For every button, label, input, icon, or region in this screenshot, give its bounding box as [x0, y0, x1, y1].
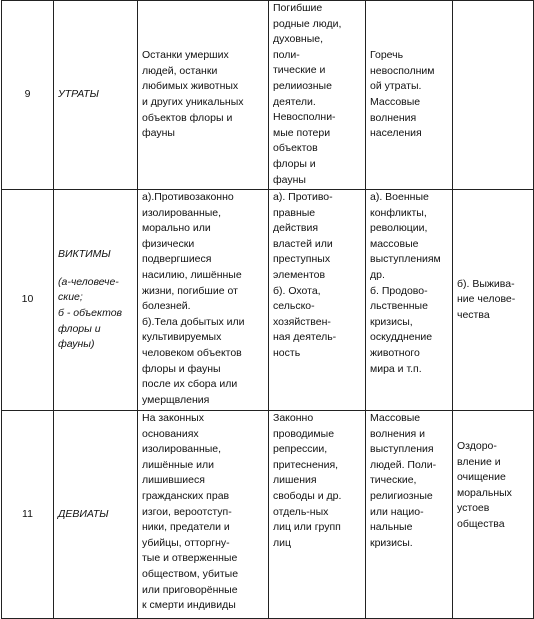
cell-text-line: выступления [370, 443, 434, 456]
row-category: ДЕВИАТЫ [54, 411, 138, 619]
cell-text-line: выступлениям [370, 253, 441, 266]
cell-text-line: б). Охота, [273, 284, 321, 297]
cell-text-line: после их сбора или [142, 378, 238, 391]
cell-text-line: Невосполни- [273, 111, 336, 124]
cell-text-line: оскудднение [370, 331, 433, 344]
cell-text-line: революции, [370, 222, 428, 235]
remains-cell [138, 190, 269, 411]
cell-text-line: лишения [273, 474, 317, 487]
row-number: 11 [2, 411, 54, 619]
cell-text-line: или нацио- [370, 505, 424, 518]
cell-text-line: Законно [273, 412, 314, 424]
cell-text-line: фауны [142, 127, 175, 140]
cell-text-line: поли- [273, 48, 300, 61]
remains-cell [138, 411, 269, 619]
cell-text-line: свободы и др. [273, 489, 342, 502]
cell-text-line: льственные [370, 300, 428, 313]
cell-text-line: а). Противо- [273, 191, 333, 203]
cell-text-line: болезней. [142, 300, 191, 313]
cause-cell [269, 411, 366, 619]
cell-text-line: духовные, [273, 33, 324, 46]
cell-text-line: фауны [273, 173, 306, 186]
cell-text-line: Горечь [370, 49, 404, 62]
cell-text-line: мые потери [273, 126, 331, 139]
cell-text-line: а). Военные [370, 191, 429, 203]
row-number: 9 [2, 1, 54, 190]
cell-text-line: лиц или групп [273, 521, 341, 534]
cell-text-line: устоев [457, 502, 490, 515]
cell-text-line: физически [142, 237, 195, 250]
cell-text-line: отдель-ных [273, 505, 329, 518]
data-table [1, 0, 534, 619]
cell-text-line: жизни, погибшие от [142, 284, 238, 297]
cell-text-line: животного [370, 346, 420, 359]
cell-text-line: тые и отверженные [142, 552, 238, 565]
cell-text-line: проводимые [273, 427, 335, 440]
table-row [2, 1, 534, 190]
cause-cell [269, 1, 366, 190]
cell-text-line: лишившиеся [142, 474, 205, 487]
cell-text-line: ники, предатели и [142, 521, 230, 534]
cell-text-line: ские; [58, 291, 83, 304]
cell-text-line: мира и т.п. [370, 362, 422, 375]
cell-text-line: обществом, убитые [142, 567, 239, 580]
cell-text-line: властей или [273, 237, 333, 250]
cell-text-line: Массовые [370, 96, 421, 108]
row-number: 10 [2, 190, 54, 411]
consequence-cell [366, 1, 453, 190]
cell-text-line: умерщвления [142, 393, 210, 406]
cell-text-line: репрессии, [273, 443, 328, 456]
cell-text-line: кризисы. [370, 536, 413, 549]
consequence-cell [366, 411, 453, 619]
category-note [58, 275, 133, 353]
remains-cell [138, 1, 269, 190]
cell-text-line: убийцы, отторгну- [142, 536, 230, 549]
cell-text-line: флоры и [58, 322, 101, 335]
cell-text-line: Погибшие [273, 2, 323, 14]
table-body [2, 1, 534, 619]
cell-text-line: ная деятель- [273, 331, 337, 344]
cell-text-line: ность [273, 346, 301, 359]
cell-text-line: изолированные, [142, 206, 222, 219]
cell-text-line: др. [370, 268, 385, 281]
cell-text-line: б). Выжива- [457, 277, 515, 290]
cell-text-line: действия [273, 222, 319, 235]
cell-text-line: а).Противозаконно [142, 191, 234, 203]
cell-text-line: сельско- [273, 300, 315, 313]
cell-text-line: лишённые или [142, 458, 215, 471]
cell-text-line: чества [457, 308, 490, 321]
cell-text-line: На законных [142, 412, 204, 424]
cell-text-line: вление и [457, 455, 501, 468]
cell-text-line: тические, [370, 474, 417, 487]
cell-text-line: элементов [273, 268, 326, 281]
cell-text-line: невосполним [370, 64, 435, 77]
cell-text-line: притеснения, [273, 458, 339, 471]
cell-text-line: Останки умерших [142, 49, 229, 62]
cell-text-line: тические и [273, 64, 326, 77]
cell-text-line: насилию, лишённые [142, 268, 242, 281]
cell-text-line: б).Тела добытых или [142, 315, 245, 328]
cell-text-line: или приговорённые [142, 583, 238, 596]
cell-text-line: населения [370, 127, 422, 140]
cell-text-line: ние челове- [457, 293, 516, 306]
cell-text-line: очищение [457, 471, 506, 484]
cell-text-line: людей. Поли- [370, 458, 437, 471]
cell-text-line: объектов флоры и [142, 111, 233, 124]
cell-text-line: человеком объектов [142, 346, 242, 359]
table-row [2, 411, 534, 619]
cell-text-line: Оздоро- [457, 440, 497, 452]
cell-text-line: фауны) [58, 338, 95, 351]
cell-text-line: любимых животных [142, 80, 239, 93]
cell-text-line: (а-человече- [58, 275, 119, 288]
cell-text-line: объектов [273, 142, 318, 155]
cell-text-line: б. Продово- [370, 284, 428, 297]
cell-text-line: изгои, вероотступ- [142, 505, 232, 518]
cell-text-line: правные [273, 206, 316, 219]
row-category: УТРАТЫ [54, 1, 138, 190]
outcome-cell [453, 190, 534, 411]
cell-text-line: людей, останки [142, 64, 218, 77]
cause-cell [269, 190, 366, 411]
outcome-cell [453, 411, 534, 619]
cell-text-line: родные люди, [273, 17, 342, 30]
cell-text-line: флоры и фауны [142, 362, 221, 375]
cell-text-line: религиозные [370, 489, 433, 502]
cell-text-line: б - объектов [58, 307, 123, 319]
cell-text-line: нальные [370, 521, 413, 534]
cell-text-line: общества [457, 517, 505, 530]
row-category [54, 190, 138, 411]
cell-text-line: подвергшиеся [142, 253, 212, 266]
cell-text-line: кризисы, [370, 315, 413, 328]
cell-text-line: к смерти индивиды [142, 599, 236, 612]
cell-text-line: ой утраты. [370, 80, 422, 93]
cell-text-line: и других уникальных [142, 96, 244, 108]
cell-text-line: деятели. [273, 95, 316, 108]
cell-text-line: волнения [370, 111, 417, 124]
cell-text-line: культивируемых [142, 331, 222, 344]
cell-text-line: хозяйствен- [273, 315, 331, 328]
cell-text-line: релииозные [273, 79, 332, 92]
cell-text-line: массовые [370, 237, 419, 250]
cell-text-line: Массовые [370, 412, 421, 424]
cell-text-line: морально или [142, 222, 211, 235]
table-row [2, 190, 534, 411]
outcome-cell [453, 1, 534, 190]
cell-text-line: волнения и [370, 427, 425, 440]
cell-text-line: лиц [273, 536, 292, 549]
consequence-cell [366, 190, 453, 411]
cell-text-line: флоры и [273, 157, 316, 170]
cell-text-line: изолированные, [142, 443, 222, 456]
cell-text-line: основаниях [142, 427, 199, 440]
cell-text-line: гражданских прав [142, 489, 230, 502]
category-name: ВИКТИМЫ [58, 248, 111, 261]
cell-text-line: конфликты, [370, 206, 427, 219]
cell-text-line: преступных [273, 253, 331, 266]
cell-text-line: моральных [457, 486, 512, 499]
